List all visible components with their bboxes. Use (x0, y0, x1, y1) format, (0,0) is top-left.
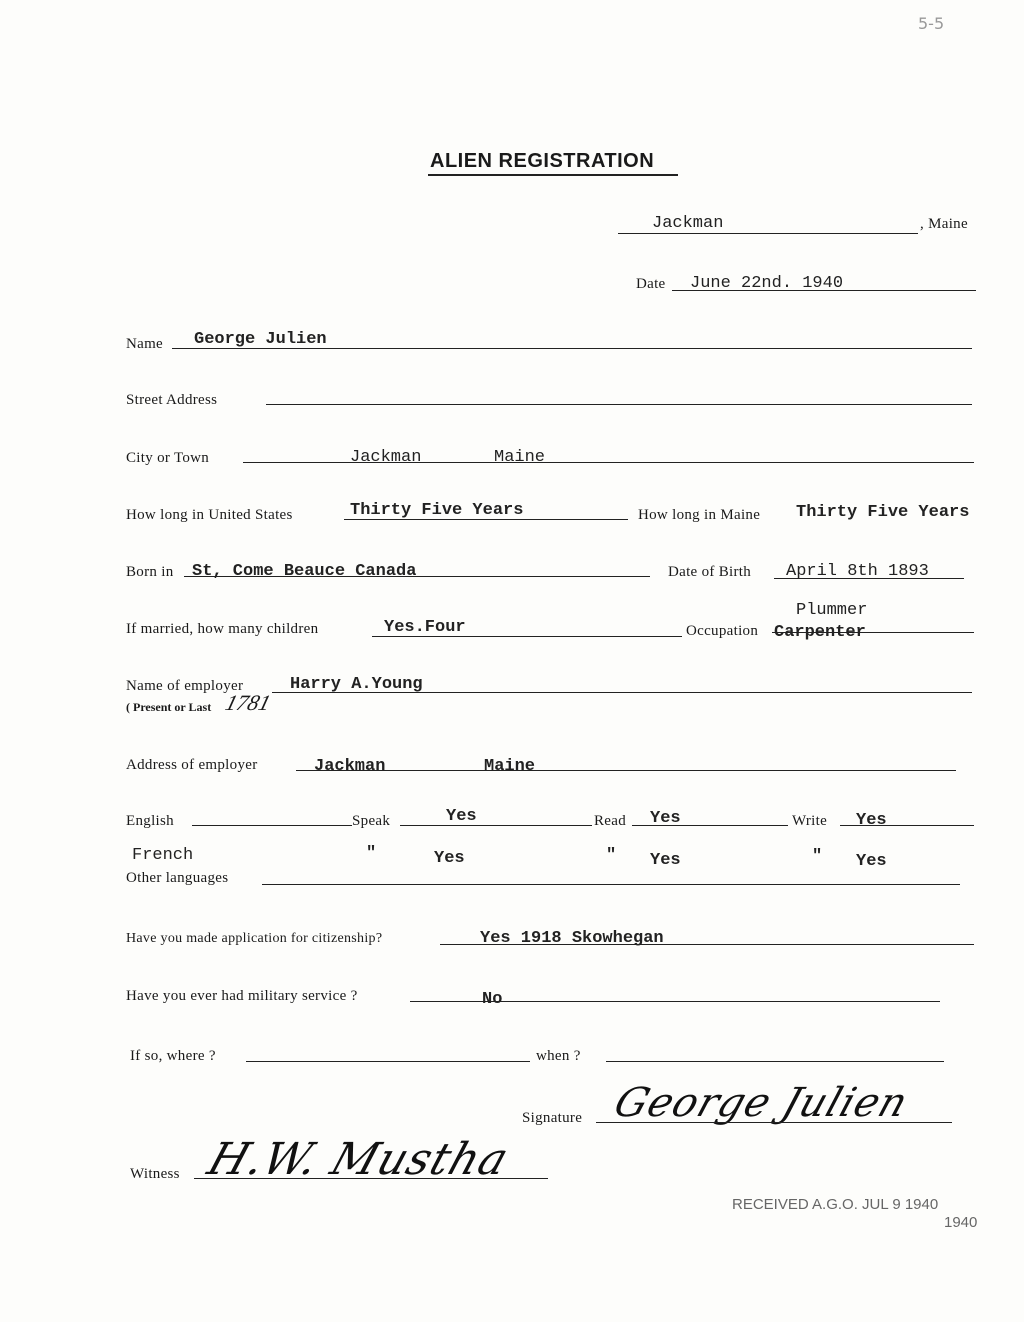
citizenship-value[interactable]: Yes 1918 Skowhegan (480, 929, 664, 948)
other-lang-write-value[interactable]: Yes (856, 852, 887, 871)
location-value[interactable]: Jackman (652, 214, 724, 233)
military-value[interactable]: No (482, 990, 503, 1009)
city-label: City or Town (126, 450, 210, 466)
employer-line (272, 692, 972, 693)
employer-address-state[interactable]: Maine (484, 757, 536, 776)
ditto-speak: " (366, 844, 377, 863)
title-underline (428, 174, 678, 176)
write-line (840, 825, 974, 826)
where-line[interactable] (246, 1061, 530, 1062)
speak-label: Speak (352, 813, 391, 829)
born-line (184, 576, 650, 577)
maine-stay-value[interactable]: Thirty Five Years (796, 503, 970, 522)
date-line (672, 290, 976, 291)
witness-signature: H.W. Mustha (201, 1134, 516, 1185)
speak-line (400, 825, 592, 826)
employer-value[interactable]: Harry A.Young (290, 675, 423, 694)
street-line[interactable] (266, 404, 972, 405)
location-line (618, 233, 918, 234)
occupation-line (772, 632, 974, 633)
english-write-value[interactable]: Yes (856, 811, 887, 830)
employer-address-city[interactable]: Jackman (314, 757, 386, 776)
children-line (372, 636, 682, 637)
employer-address-label: Address of employer (126, 757, 258, 773)
where-label: If so, where ? (130, 1048, 216, 1064)
other-languages-line (262, 884, 960, 885)
other-lang-read-value[interactable]: Yes (650, 851, 681, 870)
other-lang-speak-value[interactable]: Yes (434, 849, 465, 868)
maine-stay-label: How long in Maine (638, 507, 761, 523)
city-state-value[interactable]: Maine (494, 448, 546, 467)
other-language-name[interactable]: French (132, 846, 194, 865)
us-stay-line (344, 519, 628, 520)
city-line (243, 462, 974, 463)
occupation-value-top[interactable]: Plummer (796, 601, 868, 620)
dob-value[interactable]: April 8th 1893 (786, 562, 929, 581)
born-label: Born in (126, 564, 174, 580)
ditto-write: " (812, 847, 823, 866)
military-label: Have you ever had military service ? (126, 988, 358, 1004)
us-stay-value[interactable]: Thirty Five Years (350, 501, 524, 520)
when-label: when ? (536, 1048, 581, 1064)
name-value[interactable]: George Julien (194, 330, 327, 349)
english-read-value[interactable]: Yes (650, 809, 681, 828)
ditto-read: " (606, 846, 617, 865)
received-stamp: RECEIVED A.G.O. JUL 9 1940 (732, 1196, 939, 1213)
when-line[interactable] (606, 1061, 944, 1062)
received-stamp-year: 1940 (944, 1214, 978, 1231)
read-label: Read (594, 813, 627, 829)
english-line (192, 825, 352, 826)
other-languages-label: Other languages (126, 870, 229, 886)
citizenship-label: Have you made application for citizenship? (126, 931, 383, 946)
dob-label: Date of Birth (668, 564, 752, 580)
form-title: ALIEN REGISTRATION (430, 150, 655, 172)
dob-line (774, 578, 964, 579)
state-label: , Maine (920, 216, 968, 232)
street-label: Street Address (126, 392, 218, 408)
occupation-value[interactable]: Carpenter (774, 623, 866, 642)
date-value[interactable]: June 22nd. 1940 (690, 274, 844, 293)
employer-sublabel: ( Present or Last (126, 700, 212, 714)
signature-label: Signature (522, 1110, 583, 1126)
citizenship-line (440, 944, 974, 945)
witness-label: Witness (130, 1166, 180, 1182)
employer-address-line (296, 770, 956, 771)
witness-line (194, 1178, 548, 1179)
read-line (632, 825, 788, 826)
employer-label: Name of employer (126, 678, 244, 694)
english-label: English (126, 813, 174, 829)
city-value[interactable]: Jackman (350, 448, 422, 467)
employer-handwritten-note: 1781 (222, 690, 274, 715)
signature-handwriting: George Julien (608, 1080, 915, 1126)
us-stay-label: How long in United States (126, 507, 293, 523)
english-speak-value[interactable]: Yes (446, 807, 477, 826)
children-value[interactable]: Yes.Four (384, 618, 466, 637)
name-label: Name (126, 336, 164, 352)
date-label: Date (636, 276, 666, 292)
name-line (172, 348, 972, 349)
born-value[interactable]: St, Come Beauce Canada (192, 562, 417, 581)
signature-line (596, 1122, 952, 1123)
occupation-label: Occupation (686, 623, 759, 639)
corner-mark: 5-5 (918, 14, 945, 33)
write-label: Write (792, 813, 828, 829)
children-label: If married, how many children (126, 621, 319, 637)
military-line (410, 1001, 940, 1002)
